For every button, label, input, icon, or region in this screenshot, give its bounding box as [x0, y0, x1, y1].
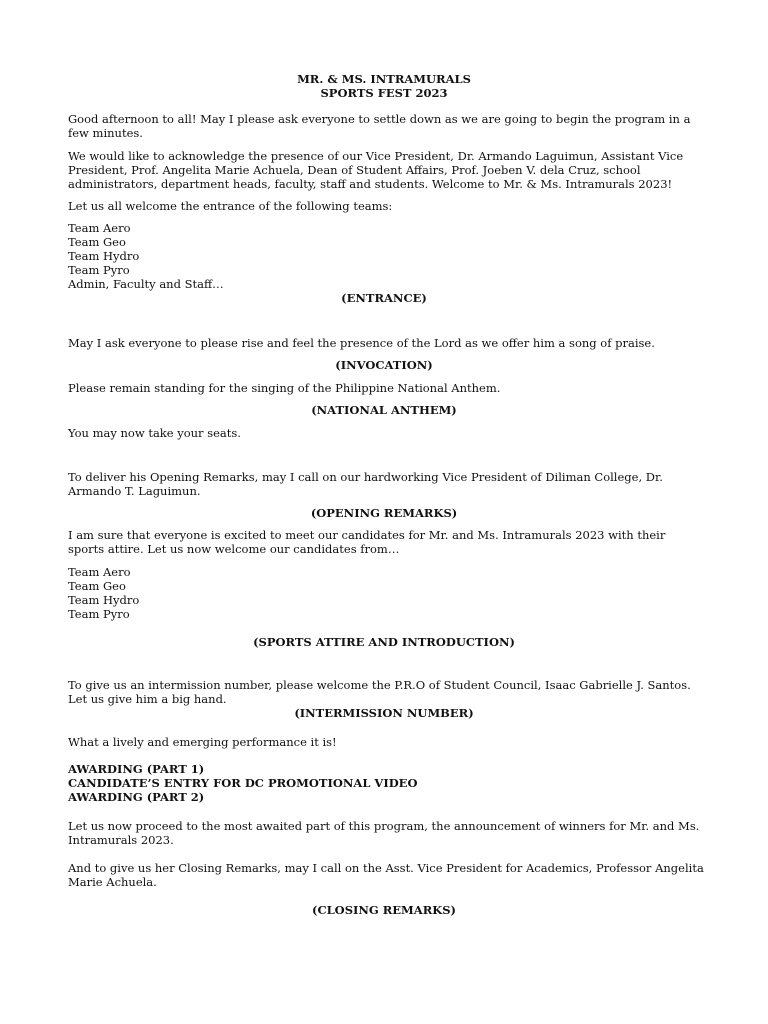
opening-intro-line-1: To deliver his Opening Remarks, may I call on our hardworking Vice President of Diliman College, Dr. — [68, 470, 663, 484]
candidate-team-item: Team Geo — [68, 579, 126, 593]
anthem-cue: (NATIONAL ANTHEM) — [311, 403, 457, 417]
entrance-cue: (ENTRANCE) — [341, 291, 427, 305]
welcome-teams-intro: Let us all welcome the entrance of the following teams: — [68, 199, 393, 213]
candidate-team-item: Team Aero — [68, 565, 131, 579]
candidate-team-item: Team Hydro — [68, 593, 140, 607]
acknowledgement-line-2: President, Prof. Angelita Marie Achuela, Dean of Student Affairs, Prof. Joeben V. dela Cruz, school — [68, 163, 641, 177]
entrance-team-item: Admin, Faculty and Staff… — [68, 277, 224, 291]
awarding-item: AWARDING (PART 2) — [68, 790, 205, 804]
greeting-line-2: few minutes. — [68, 126, 143, 140]
candidates-intro-line-2: sports attire. Let us now welcome our candidates from… — [68, 542, 400, 556]
document-subtitle: SPORTS FEST 2023 — [320, 86, 448, 100]
intermission-intro-line-2: Let us give him a big hand. — [68, 692, 227, 706]
entrance-team-item: Team Geo — [68, 235, 126, 249]
intermission-cue: (INTERMISSION NUMBER) — [294, 706, 474, 720]
candidates-intro-line-1: I am sure that everyone is excited to meet our candidates for Mr. and Ms. Intramurals 2023 with their — [68, 528, 666, 542]
closing-intro-line-1: And to give us her Closing Remarks, may I call on the Asst. Vice President for Academics, Professor Angelita — [68, 861, 704, 875]
awarding-item: AWARDING (PART 1) — [68, 762, 205, 776]
acknowledgement-line-1: We would like to acknowledge the presence of our Vice President, Dr. Armando Laguimun, Assistant Vice — [68, 149, 684, 163]
entrance-team-item: Team Pyro — [68, 263, 130, 277]
closing-intro-line-2: Marie Achuela. — [68, 875, 157, 889]
opening-remarks-cue: (OPENING REMARKS) — [310, 506, 458, 520]
invocation-intro: May I ask everyone to please rise and feel the presence of the Lord as we offer him a song of praise. — [68, 336, 655, 350]
entrance-team-item: Team Hydro — [68, 249, 140, 263]
opening-intro-line-2: Armando T. Laguimun. — [68, 484, 201, 498]
sports-attire-cue: (SPORTS ATTIRE AND INTRODUCTION) — [253, 635, 515, 649]
document-title: MR. & MS. INTRAMURALS — [297, 72, 471, 86]
anthem-intro: Please remain standing for the singing of the Philippine National Anthem. — [68, 381, 501, 395]
invocation-cue: (INVOCATION) — [335, 358, 433, 372]
acknowledgement-line-3: administrators, department heads, faculty, staff and students. Welcome to Mr. & Ms. Intramurals 2023! — [68, 177, 673, 191]
greeting-line-1: Good afternoon to all! May I please ask everyone to settle down as we are going to begin the program in a — [68, 112, 691, 126]
seats-line: You may now take your seats. — [68, 426, 241, 440]
closing-remarks-cue: (CLOSING REMARKS) — [312, 903, 456, 917]
performance-line: What a lively and emerging performance it is! — [68, 735, 337, 749]
awarding-item: CANDIDATE’S ENTRY FOR DC PROMOTIONAL VIDEO — [68, 776, 418, 790]
entrance-team-item: Team Aero — [68, 221, 131, 235]
candidate-team-item: Team Pyro — [68, 607, 130, 621]
winners-intro-line-1: Let us now proceed to the most awaited part of this program, the announcement of winners for Mr. and Ms. — [68, 819, 700, 833]
winners-intro-line-2: Intramurals 2023. — [68, 833, 174, 847]
intermission-intro-line-1: To give us an intermission number, please welcome the P.R.O of Student Council, Isaac Gabrielle J. Santos. — [68, 678, 691, 692]
